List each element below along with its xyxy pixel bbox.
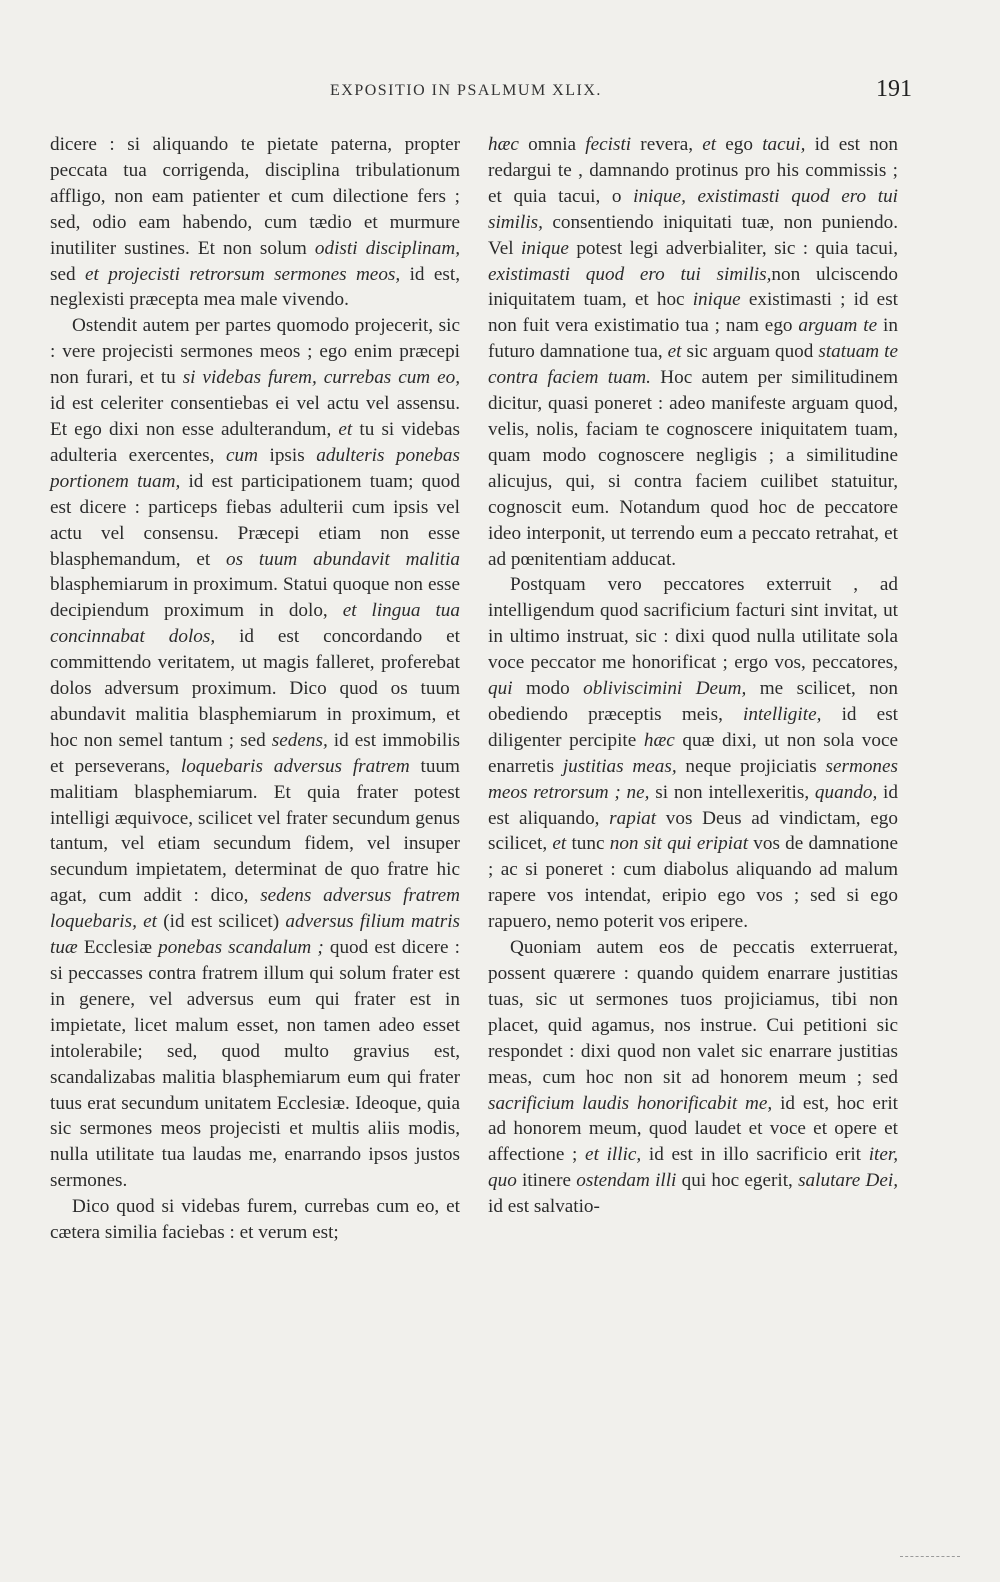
italic-run: obliviscimini Deum, — [583, 678, 747, 700]
italic-run: ostendam illi — [576, 1170, 677, 1192]
text-run: id est non redargui te , damnando protinus pro his commissis ; et quia tacui, o — [488, 134, 898, 207]
italic-run: inique, existimasti quod ero tui similis, — [488, 185, 899, 233]
text-run: id est aliquando, — [488, 781, 898, 829]
text-run: neque projiciatis — [676, 755, 826, 777]
right-column — [488, 132, 898, 1220]
right-paragraph-1 — [488, 132, 898, 572]
italic-run: adversus filium matris tuæ — [50, 911, 460, 959]
text-run: id est, neglexisti præcepta mea male vivendo. — [50, 263, 461, 311]
italic-run: fecisti — [585, 134, 632, 155]
page-number: 191 — [876, 76, 912, 102]
italic-run: hæc — [488, 134, 519, 155]
italic-run: tacui, — [762, 134, 806, 155]
text-run: sed — [50, 263, 85, 285]
text-run: si non intellexeritis, — [649, 781, 815, 803]
text-run: itinere — [516, 1170, 577, 1192]
italic-run: justitias meas, — [562, 755, 677, 777]
text-run: ipsis — [257, 444, 317, 466]
footer-rule — [900, 1556, 960, 1558]
text-run: id est immobilis et perseverans, — [50, 729, 460, 777]
text-run: dicere : si aliquando te pietate paterna, propter peccata tua corrigenda, disciplina tribulationum affligo, non eam patienter et cum dilectione fers ; sed, odio eam habendo, cum tædio et murmure inutiliter sustines. Et non solum — [50, 134, 460, 259]
italic-run: quando, — [814, 781, 878, 803]
text-run: Postquam vero peccatores exterruit , ad intelligendum quod sacrificium facturi sint invitat, ut in ultimo instruat, sic : dixi quod nulla utilitate sola voce peccator me honorificat ; ergo vos, peccatores, — [488, 574, 898, 674]
italic-run: statuam te contra faciem tuam. — [488, 341, 898, 389]
italic-run: os tuum abundavit malitia — [226, 548, 461, 570]
italic-run: et — [702, 134, 717, 155]
text-run: omnia — [518, 134, 586, 155]
italic-run: sermones meos retrorsum ; ne, — [488, 755, 899, 803]
italic-run: et illic, — [585, 1144, 642, 1166]
text-run: Ostendit autem per partes quomodo projecerit, sic : vere projecisti sermones meos ; ego enim præcepi non furari, et tu — [50, 315, 460, 389]
text-run: Ecclesiæ — [77, 937, 159, 959]
text-run: vos de damnatione ; ac si poneret : cum diabolus aliquando ad malum rapere vos intendat, eripio ego vos ; sed si ego rapuero, nemo poterit vos eripere. — [488, 833, 898, 933]
right-paragraph-2 — [488, 572, 898, 935]
italic-run: sedens adversus fratrem loquebaris, et — [50, 885, 460, 933]
right-paragraph-3 — [488, 935, 898, 1220]
text-run: blasphemiarum in proximum. Statui quoque non esse decipiendum proximum in dolo, — [50, 574, 460, 622]
text-run: id est concordando et committendo veritatem, ut magis falleret, proferebat dolos adversum proximum. Dico quod os tuum abundavit malitia blasphemiarum in proximum, et hoc non semel tantum ; sed — [50, 626, 460, 751]
text-run: consentiendo iniquitati tuæ, non puniendo. Vel — [488, 211, 898, 259]
text-run: quæ dixi, ut non sola voce enarretis — [488, 729, 898, 777]
italic-run: et lingua tua concinnabat dolos, — [50, 600, 460, 648]
text-run: Quoniam autem eos de peccatis exterruerat, possent quærere : quando quidem enarrare justitias tuas, sic ut sermones tuos projiciamus, tibi non placet, quid agamus, nos instrue. Cui petitioni sic respondet : dixi quod non valet sic enarrare justitias meas, cum hoc non sit ad honorem meum ; sed — [488, 937, 898, 1088]
text-run: id est in illo sacrificio erit — [641, 1144, 869, 1166]
text-run: existimasti ; id est non fuit vera existimatio tua ; nam ego — [488, 289, 898, 337]
left-paragraph-2 — [50, 313, 460, 1194]
text-run: Dico quod si videbas furem, currebas cum eo, et cætera similia faciebas : et verum est; — [50, 1196, 460, 1244]
text-run: quod est dicere : si peccasses contra fratrem illum qui solum frater est in genere, vel adversus eum qui frater est in impietate, licet malum esset, non tamen adeo esset intolerabile; sed, quod multo gravius est, scandalizabas malitia blasphemiarum eum qui frater tuus erat secundum unitatem Ecclesiæ. Ideoque, quia sic sermones meos projecisti et multis aliis modis, nulla utilitate tua laudas me, enarrando ipsos justos sermones. — [50, 937, 460, 1192]
italic-run: qui — [488, 678, 513, 700]
text-run: modo — [512, 678, 584, 700]
text-run: Hoc autem per similitudinem dicitur, quasi poneret : adeo manifeste arguam quod, velis, nolis, faciam te cognoscere iniquitatem tuam, quam modo cognoscere negligis ; a similitudine alicujus, qui, si contra faciem cuilibet statuitur, cognoscit eum. Notandum quod hoc de peccatore ideo interponit, ut terrendo eum a peccato retrahat, et ad pœnitentiam adducat. — [488, 367, 898, 570]
text-run: revera, — [631, 134, 703, 155]
italic-run: et projecisti retrorsum sermones meos, — [84, 263, 401, 285]
running-title: EXPOSITIO IN PSALMUM XLIX. — [330, 82, 602, 99]
text-run: vos Deus ad vindictam, ego scilicet, — [488, 807, 898, 855]
italic-run: rapiat — [609, 807, 657, 829]
italic-run: arguam te — [798, 315, 878, 337]
italic-run: existimasti quod ero tui similis, — [488, 263, 772, 285]
text-run: tuum malitiam blasphemiarum. Et quia frater potest intelligi æquivoce, scilicet vel frater secundum genus tantum, vel etiam secundum fidem, vel insuper secundum impietatem, determinat de quo fratre hic agat, cum addit : dico, — [50, 755, 460, 907]
text-run: id est, hoc erit ad honorem meum, quod laudet et voce et opere et affectione ; — [488, 1092, 898, 1166]
text-run: tunc — [566, 833, 610, 855]
italic-run: odisti disciplinam, — [314, 237, 460, 259]
page-header — [0, 76, 1000, 106]
italic-run: ponebas scandalum ; — [158, 937, 324, 959]
text-run: id est participationem tuam; quod est dicere : particeps fiebas adulterii cum ipsis vel actu vel consensu. Præcepi etiam non esse blasphemandum, et — [50, 470, 460, 570]
text-run: id est celeriter consentiebas ei vel actu vel assensu. Et ego dixi non esse adulterandum, — [50, 393, 460, 440]
text-run: potest legi adverbialiter, sic : quia tacui, — [568, 237, 898, 259]
italic-run: hæc — [643, 729, 675, 751]
text-run: tu si videbas adulteria exercentes, — [50, 418, 460, 466]
italic-run: si videbas furem, currebas cum eo, — [182, 367, 460, 389]
text-run: in futuro damnatione tua, — [488, 315, 898, 363]
italic-run: iter, quo — [488, 1144, 899, 1192]
italic-run: sedens, — [271, 729, 328, 751]
text-run: sic arguam quod — [681, 341, 819, 363]
italic-run: inique — [520, 237, 569, 259]
left-paragraph-3 — [50, 1194, 460, 1246]
text-run: ego — [716, 134, 763, 155]
italic-run: et — [552, 833, 567, 855]
italic-run: non sit qui eripiat — [609, 833, 749, 855]
italic-run: adulteris ponebas portionem tuam, — [50, 444, 460, 492]
left-column — [50, 132, 460, 1246]
italic-run: intelligite, — [743, 703, 822, 725]
text-run: me scilicet, non obediendo præceptis meis, — [488, 678, 898, 725]
italic-run: inique — [692, 289, 741, 311]
italic-run: sacrificium laudis honorificabit me, — [488, 1092, 773, 1114]
italic-run: et — [338, 418, 353, 440]
italic-run: salutare Dei, — [798, 1170, 899, 1192]
text-run: (id est scilicet) — [157, 911, 286, 933]
italic-run: cum — [225, 444, 258, 466]
text-run: non ulciscendo iniquitatem tuam, et hoc — [488, 263, 898, 311]
left-paragraph-1 — [50, 132, 460, 313]
text-run: id est salvatio- — [488, 1196, 600, 1218]
text-run: qui hoc egerit, — [676, 1170, 799, 1192]
italic-run: et — [667, 341, 682, 363]
italic-run: loquebaris adversus fratrem — [180, 755, 410, 777]
text-run: id est diligenter percipite — [488, 703, 898, 751]
